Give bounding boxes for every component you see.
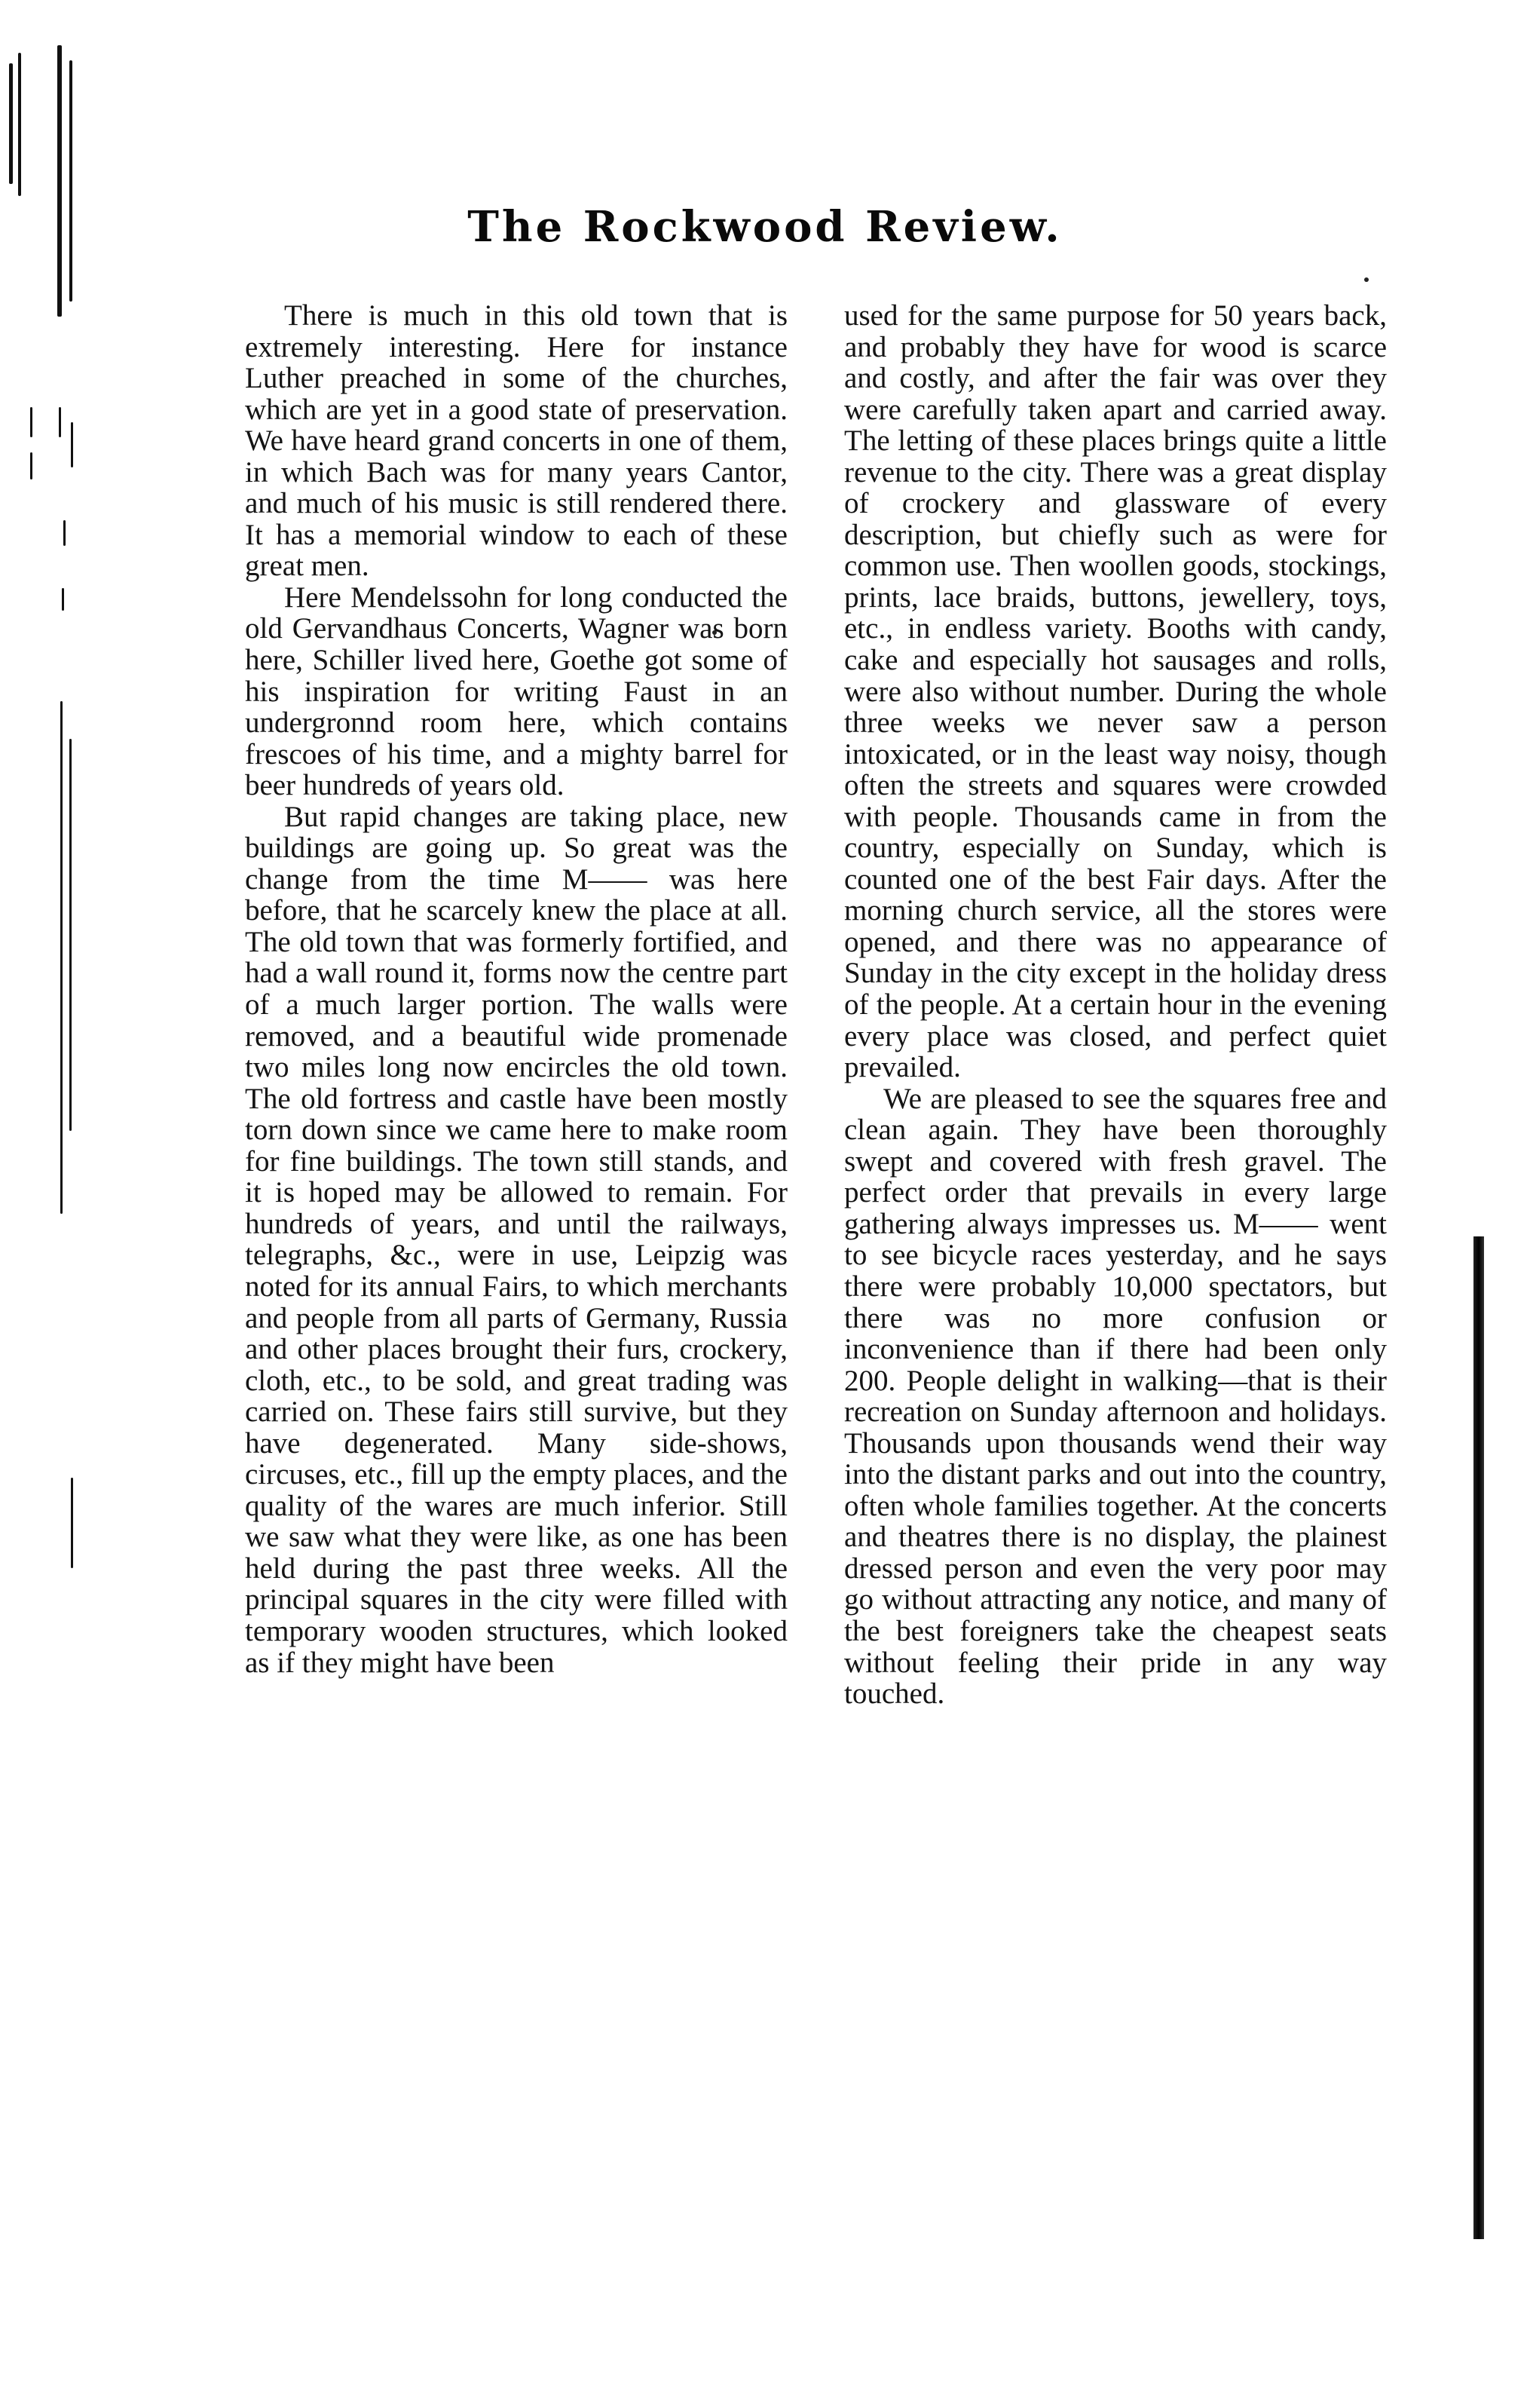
right-column bbox=[844, 300, 1387, 1710]
paragraph: But rapid changes are taking place, new buildings are going up. So great was the change from the time M—— was here before, that he scarcely knew the place at all. The old town that was formerly fortified, and had a wall round it, forms now the centre part of a much larger portion. The walls were removed, and a beautiful wide promenade two miles long now encircles the old town. The old fortress and castle have been mostly torn down since we came here to make room for fine buildings. The town still stands, and it is hoped may be allowed to remain. For hundreds of years, and until the railways, telegraphs, &c., were in use, Leipzig was noted for its annual Fairs, to which merchants and people from all parts of Germany, Russia and other places brought their furs, crockery, cloth, etc., to be sold, and great trading was carried on. These fairs still survive, but they have degenerated. Many side-shows, circuses, etc., fill up the empty places, and the quality of the wares are much inferior. Still we saw what they were like, as one has been held during the past three weeks. All the principal squares in the city were filled with temporary wooden structures, which looked as if they might have been bbox=[245, 800, 788, 1679]
paragraph: There is much in this old town that is extremely interesting. Here for instance Luther preached in some of the churches, which are yet in a good state of preservation. We have heard grand concerts in one of them, in which Bach was for many years Cantor, and much of his music is still rendered there. It has a memorial window to each of these great men. bbox=[245, 299, 788, 583]
binding-shadow-mark bbox=[71, 1478, 73, 1568]
right-margin-rule bbox=[1473, 1236, 1484, 2239]
page-title: The Rockwood Review. bbox=[467, 202, 1063, 252]
binding-shadow-mark bbox=[30, 452, 32, 479]
left-column bbox=[245, 300, 788, 1678]
binding-shadow-mark bbox=[59, 407, 61, 437]
binding-shadow-mark bbox=[69, 739, 72, 1131]
binding-shadow-mark bbox=[63, 520, 66, 546]
paragraph-continued: used for the same purpose for 50 years back, and probably they have for wood is scarce and costly, and after the fair was over they were carefully taken apart and carried away. The letting of these places brings quite a little revenue to the city. There was a great display of crockery and glassware of every description, but chiefly such as were for common use. Then woollen goods, stockings, prints, lace braids, buttons, jewellery, toys, etc., in endless variety. Booths with candy, cake and especially hot sausages and rolls, were also without number. During the whole three weeks we never saw a person intoxicated, or in the least way noisy, though often the streets and squares were crowded with people. Thousands came in from the country, especially on Sunday, which is counted one of the best Fair days. After the morning church service, all the stores were opened, and there was no appearance of Sunday in the city except in the holiday dress of the people. At a certain hour in the evening every place was closed, and perfect quiet prevailed. bbox=[844, 299, 1387, 1084]
binding-shadow-mark bbox=[57, 45, 62, 317]
binding-shadow-mark bbox=[62, 588, 64, 611]
stray-dot bbox=[1364, 277, 1369, 282]
paragraph: We are pleased to see the squares free and clean again. They have been thoroughly swept and covered with fresh gravel. The perfect order that prevails in every large gathering always impresses us. M—— went to see bicycle races yesterday, and he says there were probably 10,000 spectators, but there was no more confusion or inconvenience than if there had been only 200. People delight in walking—that is their recreation on Sunday afternoon and holidays. Thousands upon thousands wend their way into the distant parks and out into the country, often whole families together. At the concerts and theatres there is no display, the plainest dressed person and even the very poor may go without attracting any notice, and many of the best foreigners take the cheapest seats without feeling their pride in any way touched. bbox=[844, 1082, 1387, 1711]
binding-shadow-mark bbox=[30, 407, 32, 437]
binding-shadow-mark bbox=[60, 701, 63, 1214]
paragraph: Here Mendelssohn for long conducted the old Gervandhaus Concerts, Wagner was born here, Schiller lived here, Goethe got some of his inspiration for writing Faust in an undergronnd room here, which contains frescoes of his time, and a mighty barrel for beer hundreds of years old. bbox=[245, 581, 788, 802]
binding-shadow-mark bbox=[18, 53, 21, 196]
binding-shadow-mark bbox=[69, 60, 72, 302]
binding-shadow-mark bbox=[9, 63, 13, 184]
binding-shadow-mark bbox=[71, 422, 73, 467]
